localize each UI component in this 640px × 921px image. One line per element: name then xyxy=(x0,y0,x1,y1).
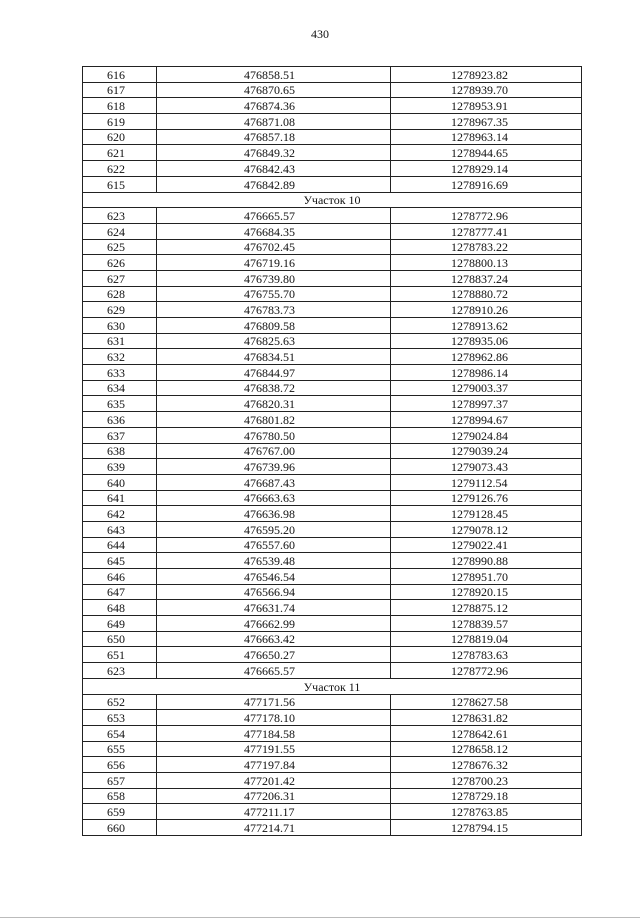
section-title: Участок 11 xyxy=(83,678,582,694)
table-row xyxy=(83,474,582,490)
table-row xyxy=(83,820,582,836)
table-row xyxy=(83,772,582,788)
y-coordinate-cell: 1278819.04 xyxy=(391,631,582,647)
point-number-cell: 633 xyxy=(83,365,157,381)
table-row xyxy=(83,569,582,585)
section-header-row xyxy=(83,192,582,208)
y-coordinate-cell: 1278783.22 xyxy=(391,239,582,255)
table-row xyxy=(83,286,582,302)
x-coordinate-cell: 476767.00 xyxy=(157,443,391,459)
point-number-cell: 625 xyxy=(83,239,157,255)
point-number-cell: 646 xyxy=(83,569,157,585)
point-number-cell: 643 xyxy=(83,521,157,537)
table-row xyxy=(83,114,582,130)
table-row xyxy=(83,725,582,741)
x-coordinate-cell: 476820.31 xyxy=(157,396,391,412)
x-coordinate-cell: 476663.63 xyxy=(157,490,391,506)
x-coordinate-cell: 476650.27 xyxy=(157,647,391,663)
point-number-cell: 623 xyxy=(83,663,157,679)
x-coordinate-cell: 476825.63 xyxy=(157,333,391,349)
point-number-cell: 636 xyxy=(83,412,157,428)
point-number-cell: 654 xyxy=(83,725,157,741)
y-coordinate-cell: 1278920.15 xyxy=(391,584,582,600)
point-number-cell: 644 xyxy=(83,537,157,553)
y-coordinate-cell: 1278642.61 xyxy=(391,725,582,741)
table-row xyxy=(83,631,582,647)
y-coordinate-cell: 1279126.76 xyxy=(391,490,582,506)
table-row xyxy=(83,129,582,145)
table-row xyxy=(83,239,582,255)
point-number-cell: 624 xyxy=(83,223,157,239)
table-row xyxy=(83,176,582,192)
table-row xyxy=(83,223,582,239)
point-number-cell: 630 xyxy=(83,318,157,334)
section-header-row xyxy=(83,678,582,694)
y-coordinate-cell: 1278800.13 xyxy=(391,255,582,271)
x-coordinate-cell: 476842.89 xyxy=(157,176,391,192)
y-coordinate-cell: 1278875.12 xyxy=(391,600,582,616)
x-coordinate-cell: 476739.96 xyxy=(157,459,391,475)
table-row xyxy=(83,396,582,412)
point-number-cell: 619 xyxy=(83,114,157,130)
point-number-cell: 635 xyxy=(83,396,157,412)
x-coordinate-cell: 476780.50 xyxy=(157,427,391,443)
table-row xyxy=(83,584,582,600)
y-coordinate-cell: 1278962.86 xyxy=(391,349,582,365)
y-coordinate-cell: 1278777.41 xyxy=(391,223,582,239)
y-coordinate-cell: 1278963.14 xyxy=(391,129,582,145)
point-number-cell: 641 xyxy=(83,490,157,506)
table-row xyxy=(83,270,582,286)
y-coordinate-cell: 1278951.70 xyxy=(391,569,582,585)
point-number-cell: 627 xyxy=(83,270,157,286)
x-coordinate-cell: 476871.08 xyxy=(157,114,391,130)
y-coordinate-cell: 1278676.32 xyxy=(391,757,582,773)
x-coordinate-cell: 476870.65 xyxy=(157,82,391,98)
table-row xyxy=(83,380,582,396)
y-coordinate-cell: 1278923.82 xyxy=(391,67,582,83)
point-number-cell: 632 xyxy=(83,349,157,365)
x-coordinate-cell: 476687.43 xyxy=(157,474,391,490)
table-row xyxy=(83,537,582,553)
y-coordinate-cell: 1278953.91 xyxy=(391,98,582,114)
point-number-cell: 615 xyxy=(83,176,157,192)
table-row xyxy=(83,506,582,522)
y-coordinate-cell: 1278913.62 xyxy=(391,318,582,334)
x-coordinate-cell: 476719.16 xyxy=(157,255,391,271)
y-coordinate-cell: 1278990.88 xyxy=(391,553,582,569)
table-row xyxy=(83,145,582,161)
y-coordinate-cell: 1278986.14 xyxy=(391,365,582,381)
point-number-cell: 622 xyxy=(83,161,157,177)
x-coordinate-cell: 477211.17 xyxy=(157,804,391,820)
x-coordinate-cell: 476838.72 xyxy=(157,380,391,396)
x-coordinate-cell: 476663.42 xyxy=(157,631,391,647)
table-row xyxy=(83,788,582,804)
x-coordinate-cell: 476809.58 xyxy=(157,318,391,334)
point-number-cell: 658 xyxy=(83,788,157,804)
point-number-cell: 638 xyxy=(83,443,157,459)
point-number-cell: 629 xyxy=(83,302,157,318)
x-coordinate-cell: 477191.55 xyxy=(157,741,391,757)
x-coordinate-cell: 477171.56 xyxy=(157,694,391,710)
y-coordinate-cell: 1278997.37 xyxy=(391,396,582,412)
y-coordinate-cell: 1278794.15 xyxy=(391,820,582,836)
table-row xyxy=(83,616,582,632)
y-coordinate-cell: 1279078.12 xyxy=(391,521,582,537)
point-number-cell: 655 xyxy=(83,741,157,757)
table-row xyxy=(83,757,582,773)
point-number-cell: 640 xyxy=(83,474,157,490)
x-coordinate-cell: 476665.57 xyxy=(157,663,391,679)
y-coordinate-cell: 1279073.43 xyxy=(391,459,582,475)
y-coordinate-cell: 1278783.63 xyxy=(391,647,582,663)
y-coordinate-cell: 1278763.85 xyxy=(391,804,582,820)
x-coordinate-cell: 476539.48 xyxy=(157,553,391,569)
point-number-cell: 639 xyxy=(83,459,157,475)
x-coordinate-cell: 477184.58 xyxy=(157,725,391,741)
x-coordinate-cell: 477214.71 xyxy=(157,820,391,836)
coordinates-table-body xyxy=(83,67,582,836)
point-number-cell: 642 xyxy=(83,506,157,522)
table-row xyxy=(83,412,582,428)
x-coordinate-cell: 476566.94 xyxy=(157,584,391,600)
x-coordinate-cell: 477201.42 xyxy=(157,772,391,788)
point-number-cell: 647 xyxy=(83,584,157,600)
point-number-cell: 618 xyxy=(83,98,157,114)
x-coordinate-cell: 476662.99 xyxy=(157,616,391,632)
table-row xyxy=(83,490,582,506)
y-coordinate-cell: 1279003.37 xyxy=(391,380,582,396)
y-coordinate-cell: 1278916.69 xyxy=(391,176,582,192)
y-coordinate-cell: 1278837.24 xyxy=(391,270,582,286)
section-title: Участок 10 xyxy=(83,192,582,208)
table-row xyxy=(83,663,582,679)
point-number-cell: 621 xyxy=(83,145,157,161)
point-number-cell: 634 xyxy=(83,380,157,396)
point-number-cell: 648 xyxy=(83,600,157,616)
point-number-cell: 660 xyxy=(83,820,157,836)
y-coordinate-cell: 1279039.24 xyxy=(391,443,582,459)
point-number-cell: 659 xyxy=(83,804,157,820)
page-bottom-edge xyxy=(0,917,640,918)
point-number-cell: 620 xyxy=(83,129,157,145)
table-row xyxy=(83,82,582,98)
x-coordinate-cell: 476755.70 xyxy=(157,286,391,302)
y-coordinate-cell: 1278631.82 xyxy=(391,710,582,726)
point-number-cell: 628 xyxy=(83,286,157,302)
y-coordinate-cell: 1278967.35 xyxy=(391,114,582,130)
table-row xyxy=(83,67,582,83)
y-coordinate-cell: 1278627.58 xyxy=(391,694,582,710)
page-number: 430 xyxy=(311,27,329,41)
y-coordinate-cell: 1278772.96 xyxy=(391,663,582,679)
point-number-cell: 616 xyxy=(83,67,157,83)
y-coordinate-cell: 1278929.14 xyxy=(391,161,582,177)
x-coordinate-cell: 476842.43 xyxy=(157,161,391,177)
x-coordinate-cell: 476595.20 xyxy=(157,521,391,537)
table-row xyxy=(83,365,582,381)
table-row xyxy=(83,161,582,177)
coordinates-table xyxy=(82,66,582,836)
x-coordinate-cell: 477206.31 xyxy=(157,788,391,804)
table-row xyxy=(83,443,582,459)
table-row xyxy=(83,600,582,616)
point-number-cell: 649 xyxy=(83,616,157,632)
y-coordinate-cell: 1279112.54 xyxy=(391,474,582,490)
y-coordinate-cell: 1279128.45 xyxy=(391,506,582,522)
point-number-cell: 626 xyxy=(83,255,157,271)
table-row xyxy=(83,333,582,349)
x-coordinate-cell: 476858.51 xyxy=(157,67,391,83)
table-row xyxy=(83,741,582,757)
point-number-cell: 623 xyxy=(83,208,157,224)
x-coordinate-cell: 476665.57 xyxy=(157,208,391,224)
table-row xyxy=(83,521,582,537)
x-coordinate-cell: 477178.10 xyxy=(157,710,391,726)
y-coordinate-cell: 1278658.12 xyxy=(391,741,582,757)
x-coordinate-cell: 476874.36 xyxy=(157,98,391,114)
y-coordinate-cell: 1278880.72 xyxy=(391,286,582,302)
point-number-cell: 631 xyxy=(83,333,157,349)
table-row xyxy=(83,647,582,663)
x-coordinate-cell: 476739.80 xyxy=(157,270,391,286)
y-coordinate-cell: 1278994.67 xyxy=(391,412,582,428)
point-number-cell: 653 xyxy=(83,710,157,726)
x-coordinate-cell: 476557.60 xyxy=(157,537,391,553)
table-row xyxy=(83,710,582,726)
x-coordinate-cell: 476684.35 xyxy=(157,223,391,239)
table-row xyxy=(83,349,582,365)
x-coordinate-cell: 476636.98 xyxy=(157,506,391,522)
table-row xyxy=(83,302,582,318)
y-coordinate-cell: 1279024.84 xyxy=(391,427,582,443)
table-row xyxy=(83,694,582,710)
coordinates-table-wrapper xyxy=(82,66,581,836)
table-row xyxy=(83,427,582,443)
table-row xyxy=(83,255,582,271)
x-coordinate-cell: 476834.51 xyxy=(157,349,391,365)
x-coordinate-cell: 476702.45 xyxy=(157,239,391,255)
point-number-cell: 656 xyxy=(83,757,157,773)
x-coordinate-cell: 476849.32 xyxy=(157,145,391,161)
y-coordinate-cell: 1278935.06 xyxy=(391,333,582,349)
x-coordinate-cell: 476631.74 xyxy=(157,600,391,616)
y-coordinate-cell: 1278944.65 xyxy=(391,145,582,161)
table-row xyxy=(83,318,582,334)
x-coordinate-cell: 476857.18 xyxy=(157,129,391,145)
y-coordinate-cell: 1278772.96 xyxy=(391,208,582,224)
table-row xyxy=(83,459,582,475)
y-coordinate-cell: 1278839.57 xyxy=(391,616,582,632)
point-number-cell: 637 xyxy=(83,427,157,443)
point-number-cell: 652 xyxy=(83,694,157,710)
x-coordinate-cell: 477197.84 xyxy=(157,757,391,773)
point-number-cell: 657 xyxy=(83,772,157,788)
x-coordinate-cell: 476844.97 xyxy=(157,365,391,381)
table-row xyxy=(83,553,582,569)
y-coordinate-cell: 1278939.70 xyxy=(391,82,582,98)
point-number-cell: 617 xyxy=(83,82,157,98)
x-coordinate-cell: 476801.82 xyxy=(157,412,391,428)
y-coordinate-cell: 1278910.26 xyxy=(391,302,582,318)
y-coordinate-cell: 1278729.18 xyxy=(391,788,582,804)
table-row xyxy=(83,208,582,224)
point-number-cell: 651 xyxy=(83,647,157,663)
point-number-cell: 645 xyxy=(83,553,157,569)
x-coordinate-cell: 476546.54 xyxy=(157,569,391,585)
table-row xyxy=(83,804,582,820)
y-coordinate-cell: 1278700.23 xyxy=(391,772,582,788)
point-number-cell: 650 xyxy=(83,631,157,647)
x-coordinate-cell: 476783.73 xyxy=(157,302,391,318)
table-row xyxy=(83,98,582,114)
y-coordinate-cell: 1279022.41 xyxy=(391,537,582,553)
